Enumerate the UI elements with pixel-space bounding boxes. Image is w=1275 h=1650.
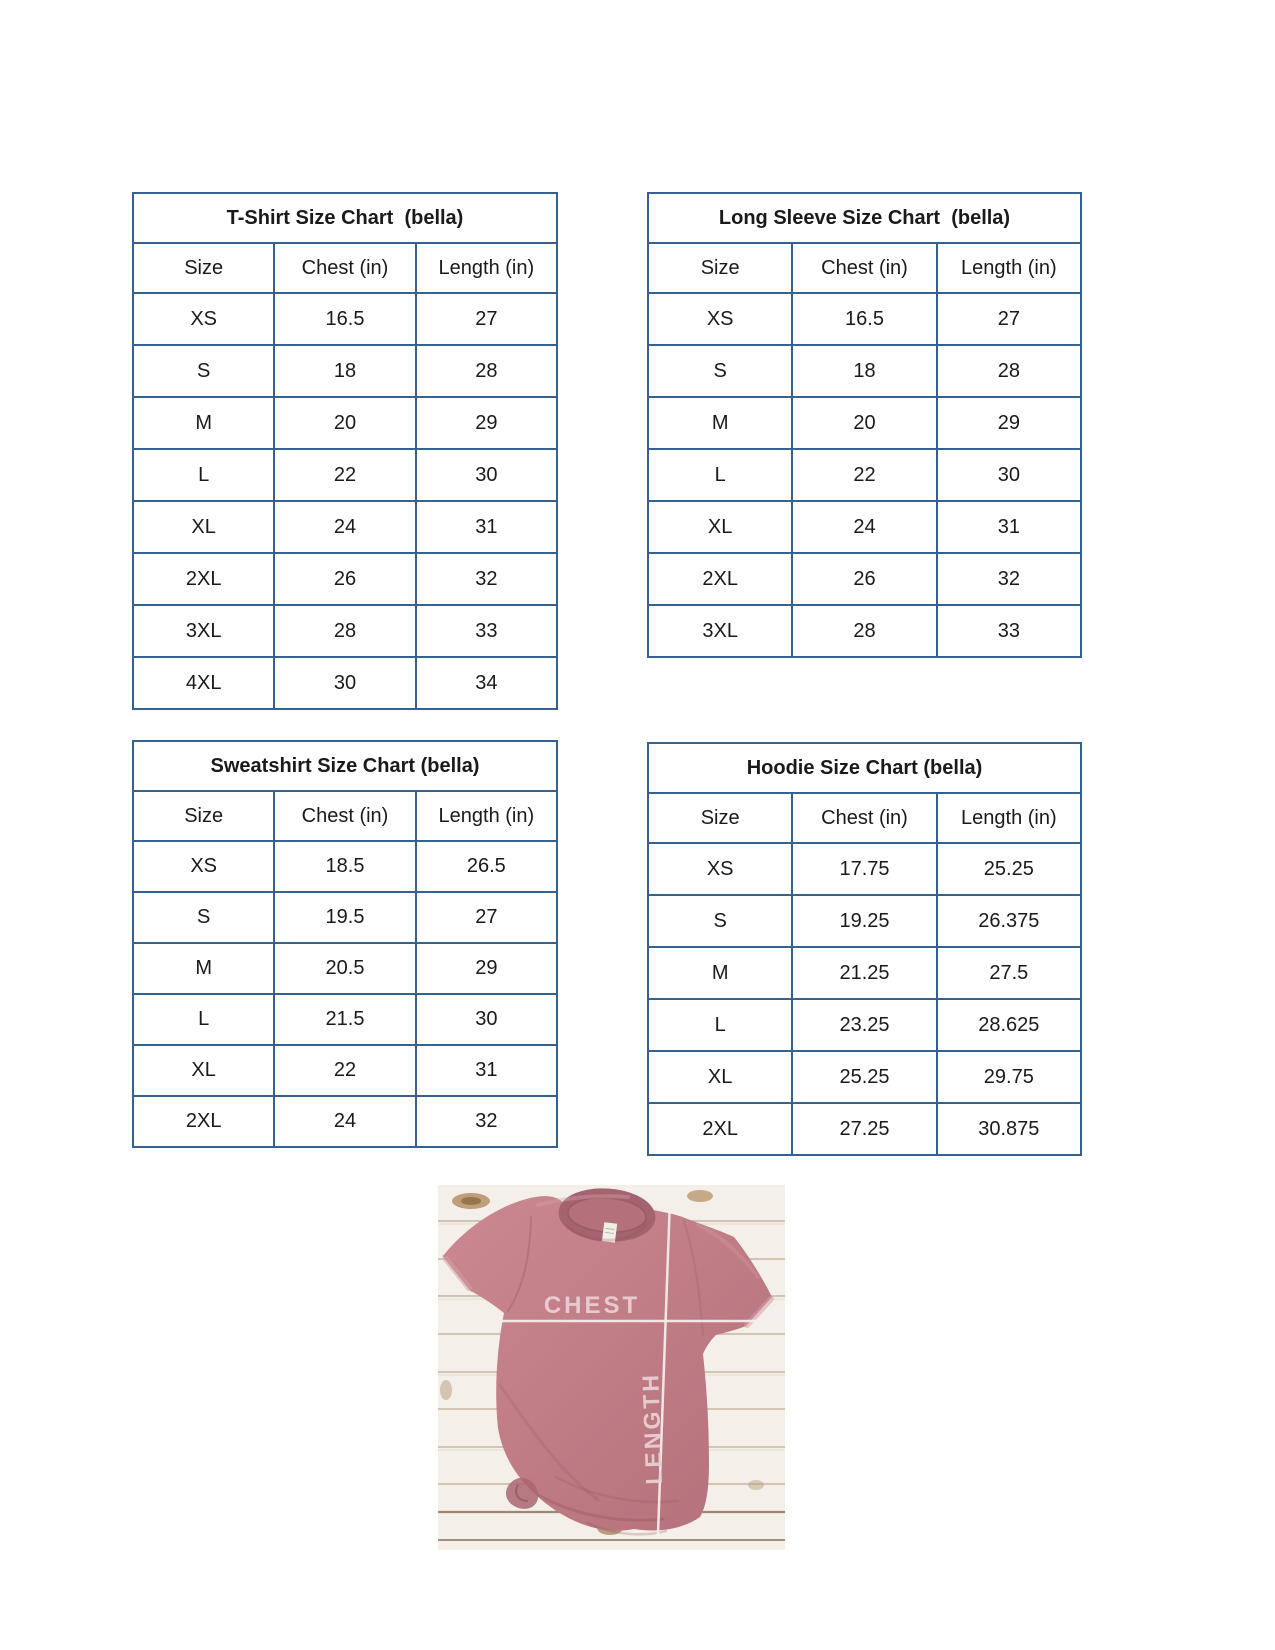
table-row <box>648 947 1081 999</box>
table-row <box>648 397 1081 449</box>
table-cell: 28 <box>792 605 936 657</box>
table-cell: M <box>648 947 792 999</box>
chest-label: CHEST <box>543 1292 641 1319</box>
column-header: Size <box>133 791 274 841</box>
table-cell: M <box>133 397 274 449</box>
table-row <box>648 1103 1081 1155</box>
table-cell: 22 <box>274 449 415 501</box>
table-row <box>133 841 557 892</box>
table-cell: 20 <box>274 397 415 449</box>
table-cell: XS <box>133 293 274 345</box>
table-cell: S <box>133 892 274 943</box>
table-row <box>648 345 1081 397</box>
table-cell: 26.5 <box>416 841 557 892</box>
column-header: Length (in) <box>937 243 1081 293</box>
tshirt-measure-illustration <box>438 1185 785 1550</box>
table-cell: 22 <box>792 449 936 501</box>
table-cell: L <box>133 994 274 1045</box>
table-cell: 28.625 <box>937 999 1081 1051</box>
table-cell: S <box>648 895 792 947</box>
table-header-row <box>648 243 1081 293</box>
table-cell: 19.25 <box>792 895 936 947</box>
table-cell: S <box>648 345 792 397</box>
table-cell: 27 <box>937 293 1081 345</box>
table-cell: 32 <box>416 1096 557 1147</box>
table-row <box>648 501 1081 553</box>
column-header: Size <box>648 243 792 293</box>
table-cell: 2XL <box>133 1096 274 1147</box>
table-cell: 28 <box>274 605 415 657</box>
table-cell: 16.5 <box>274 293 415 345</box>
table-row <box>648 843 1081 895</box>
table-cell: 27.5 <box>937 947 1081 999</box>
column-header: Chest (in) <box>274 243 415 293</box>
tshirt-table-title: T-Shirt Size Chart (bella) <box>133 193 557 243</box>
table-cell: XS <box>648 293 792 345</box>
table-row <box>133 657 557 709</box>
table-cell: 33 <box>937 605 1081 657</box>
table-cell: 3XL <box>133 605 274 657</box>
column-header: Length (in) <box>416 791 557 841</box>
table-cell: 25.25 <box>792 1051 936 1103</box>
table-cell: 2XL <box>133 553 274 605</box>
table-cell: 30 <box>274 657 415 709</box>
sweatshirt-table-title: Sweatshirt Size Chart (bella) <box>133 741 557 791</box>
table-cell: XL <box>133 501 274 553</box>
table-cell: 32 <box>937 553 1081 605</box>
table-row <box>133 605 557 657</box>
column-header: Length (in) <box>416 243 557 293</box>
table-row <box>133 994 557 1045</box>
table-cell: 17.75 <box>792 843 936 895</box>
column-header: Size <box>133 243 274 293</box>
table-cell: 29 <box>937 397 1081 449</box>
table-row <box>648 449 1081 501</box>
table-cell: XL <box>648 1051 792 1103</box>
table-row <box>133 345 557 397</box>
table-cell: 28 <box>937 345 1081 397</box>
table-cell: 19.5 <box>274 892 415 943</box>
table-row <box>133 1045 557 1096</box>
table-cell: M <box>648 397 792 449</box>
table-row <box>133 501 557 553</box>
table-row <box>133 293 557 345</box>
table-cell: 22 <box>274 1045 415 1096</box>
column-header: Size <box>648 793 792 843</box>
hoodie-size-table <box>647 742 1082 1156</box>
table-cell: 23.25 <box>792 999 936 1051</box>
table-cell: 3XL <box>648 605 792 657</box>
table-cell: S <box>133 345 274 397</box>
longsleeve-size-table <box>647 192 1082 658</box>
table-cell: XS <box>648 843 792 895</box>
table-cell: 20 <box>792 397 936 449</box>
table-cell: 30.875 <box>937 1103 1081 1155</box>
table-title-row <box>133 193 557 243</box>
table-cell: 27 <box>416 892 557 943</box>
table-cell: 24 <box>792 501 936 553</box>
table-cell: 32 <box>416 553 557 605</box>
hoodie-table-title: Hoodie Size Chart (bella) <box>648 743 1081 793</box>
length-label: LENGTH <box>637 1371 667 1485</box>
table-cell: 2XL <box>648 1103 792 1155</box>
table-title-row <box>648 743 1081 793</box>
column-header: Chest (in) <box>792 243 936 293</box>
table-cell: 26 <box>792 553 936 605</box>
table-cell: 27.25 <box>792 1103 936 1155</box>
table-row <box>133 449 557 501</box>
tshirt-size-table <box>132 192 558 710</box>
column-header: Length (in) <box>937 793 1081 843</box>
table-cell: 21.5 <box>274 994 415 1045</box>
table-header-row <box>133 243 557 293</box>
table-cell: 29 <box>416 397 557 449</box>
table-cell: 26 <box>274 553 415 605</box>
table-cell: 20.5 <box>274 943 415 994</box>
table-cell: 30 <box>416 994 557 1045</box>
column-header: Chest (in) <box>792 793 936 843</box>
table-header-row <box>133 791 557 841</box>
longsleeve-table-title: Long Sleeve Size Chart (bella) <box>648 193 1081 243</box>
table-row <box>648 553 1081 605</box>
table-cell: 18.5 <box>274 841 415 892</box>
table-cell: 21.25 <box>792 947 936 999</box>
table-cell: 30 <box>937 449 1081 501</box>
table-cell: 24 <box>274 501 415 553</box>
table-row <box>648 895 1081 947</box>
table-cell: 33 <box>416 605 557 657</box>
sweatshirt-size-table <box>132 740 558 1148</box>
table-cell: L <box>648 999 792 1051</box>
size-guide-photo <box>438 1185 785 1550</box>
table-cell: 2XL <box>648 553 792 605</box>
table-title-row <box>648 193 1081 243</box>
table-cell: XL <box>648 501 792 553</box>
table-row <box>133 397 557 449</box>
table-cell: 34 <box>416 657 557 709</box>
table-cell: 31 <box>416 1045 557 1096</box>
table-cell: 26.375 <box>937 895 1081 947</box>
table-cell: 31 <box>416 501 557 553</box>
table-row <box>133 892 557 943</box>
table-cell: 30 <box>416 449 557 501</box>
table-row <box>648 293 1081 345</box>
table-cell: 4XL <box>133 657 274 709</box>
table-cell: 28 <box>416 345 557 397</box>
table-row <box>648 605 1081 657</box>
table-cell: 24 <box>274 1096 415 1147</box>
table-cell: 29 <box>416 943 557 994</box>
table-row <box>133 943 557 994</box>
table-cell: XL <box>133 1045 274 1096</box>
column-header: Chest (in) <box>274 791 415 841</box>
table-row <box>648 999 1081 1051</box>
table-cell: 25.25 <box>937 843 1081 895</box>
table-row <box>133 553 557 605</box>
table-cell: 31 <box>937 501 1081 553</box>
table-header-row <box>648 793 1081 843</box>
table-cell: 18 <box>274 345 415 397</box>
table-cell: 29.75 <box>937 1051 1081 1103</box>
table-cell: 18 <box>792 345 936 397</box>
table-cell: M <box>133 943 274 994</box>
table-cell: L <box>648 449 792 501</box>
table-cell: XS <box>133 841 274 892</box>
table-row <box>648 1051 1081 1103</box>
table-cell: 27 <box>416 293 557 345</box>
table-cell: 16.5 <box>792 293 936 345</box>
table-row <box>133 1096 557 1147</box>
table-title-row <box>133 741 557 791</box>
table-cell: L <box>133 449 274 501</box>
